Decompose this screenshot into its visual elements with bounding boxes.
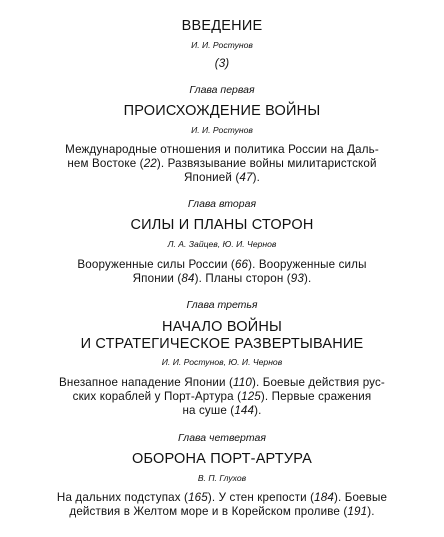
page-reference: 93 [290, 272, 304, 285]
section-text-line [0, 405, 444, 417]
text: Японии ( [132, 272, 182, 285]
section-title: СИЛЫ И ПЛАНЫ СТОРОН [130, 217, 314, 233]
section-text-line [0, 377, 444, 389]
page-reference: 84 [181, 272, 195, 285]
page-reference: (3) [214, 57, 230, 70]
text: ). [367, 505, 375, 518]
text: ). Развязывание войны милитаристской [156, 157, 377, 170]
page-reference: 184 [314, 491, 334, 504]
text: ). Первые сражения [260, 390, 372, 403]
chapter-label: Глава первая [189, 84, 255, 96]
text: ). Боевые действия рус- [251, 376, 385, 389]
text: Международные отношения и политика России на Даль- [65, 143, 379, 156]
text: ). Вооруженные силы [248, 258, 367, 271]
page-reference: 22 [143, 157, 157, 170]
text: ). У стен крепости ( [207, 491, 315, 504]
chapter-label: Глава вторая [187, 198, 257, 210]
text: На дальних подступах ( [56, 491, 189, 504]
page-reference: 47 [239, 171, 253, 184]
section-text-line [0, 259, 444, 271]
section-author: И. И. Ростунов [191, 125, 253, 135]
page-reference: 165 [188, 491, 208, 504]
text: действия в Желтом море и в Корейском проливе ( [69, 505, 348, 518]
section-text-line [0, 391, 444, 403]
text: нем Востоке ( [67, 157, 144, 170]
page-reference: 191 [347, 505, 368, 518]
text: Внезапное нападение Японии ( [59, 376, 234, 389]
section-author: В. П. Глухов [197, 473, 247, 483]
page-reference: 144 [234, 404, 255, 417]
text: ). [254, 404, 262, 417]
text: ). [252, 171, 260, 184]
section-title: И СТРАТЕГИЧЕСКОЕ РАЗВЕРТЫВАНИЕ [80, 336, 364, 352]
section-title: ОБОРОНА ПОРТ-АРТУРА [131, 451, 313, 467]
section-text-line [0, 158, 444, 170]
section-text-line [0, 144, 444, 156]
chapter-label: Глава третья [186, 299, 258, 311]
section-title: ВВЕДЕНИЕ [181, 18, 263, 34]
section-text-line [0, 172, 444, 184]
page-reference: 110 [233, 376, 252, 389]
section-text-line [0, 273, 444, 285]
section-author: И. И. Ростунов [191, 40, 253, 50]
section-title: ПРОИСХОЖДЕНИЕ ВОЙНЫ [123, 103, 321, 119]
text: ). [303, 272, 312, 285]
section-text-line [0, 506, 444, 518]
page-reference: 125 [241, 390, 261, 403]
text: на суше ( [182, 404, 235, 417]
text: ских кораблей у Порт-Артура ( [72, 390, 242, 403]
text: ). Боевые [333, 491, 388, 504]
text: Японией ( [184, 171, 240, 184]
page-reference: 66 [234, 258, 249, 271]
section-title: НАЧАЛО ВОЙНЫ [161, 319, 283, 335]
text: ). Планы сторон ( [194, 272, 291, 285]
text: Вооруженные силы России ( [77, 258, 235, 271]
chapter-label: Глава четвертая [178, 432, 266, 444]
section-author: Л. А. Зайцев, Ю. И. Чернов [167, 239, 277, 249]
section-author: И. И. Ростунов, Ю. И. Чернов [161, 357, 283, 367]
section-text-line [0, 492, 444, 504]
